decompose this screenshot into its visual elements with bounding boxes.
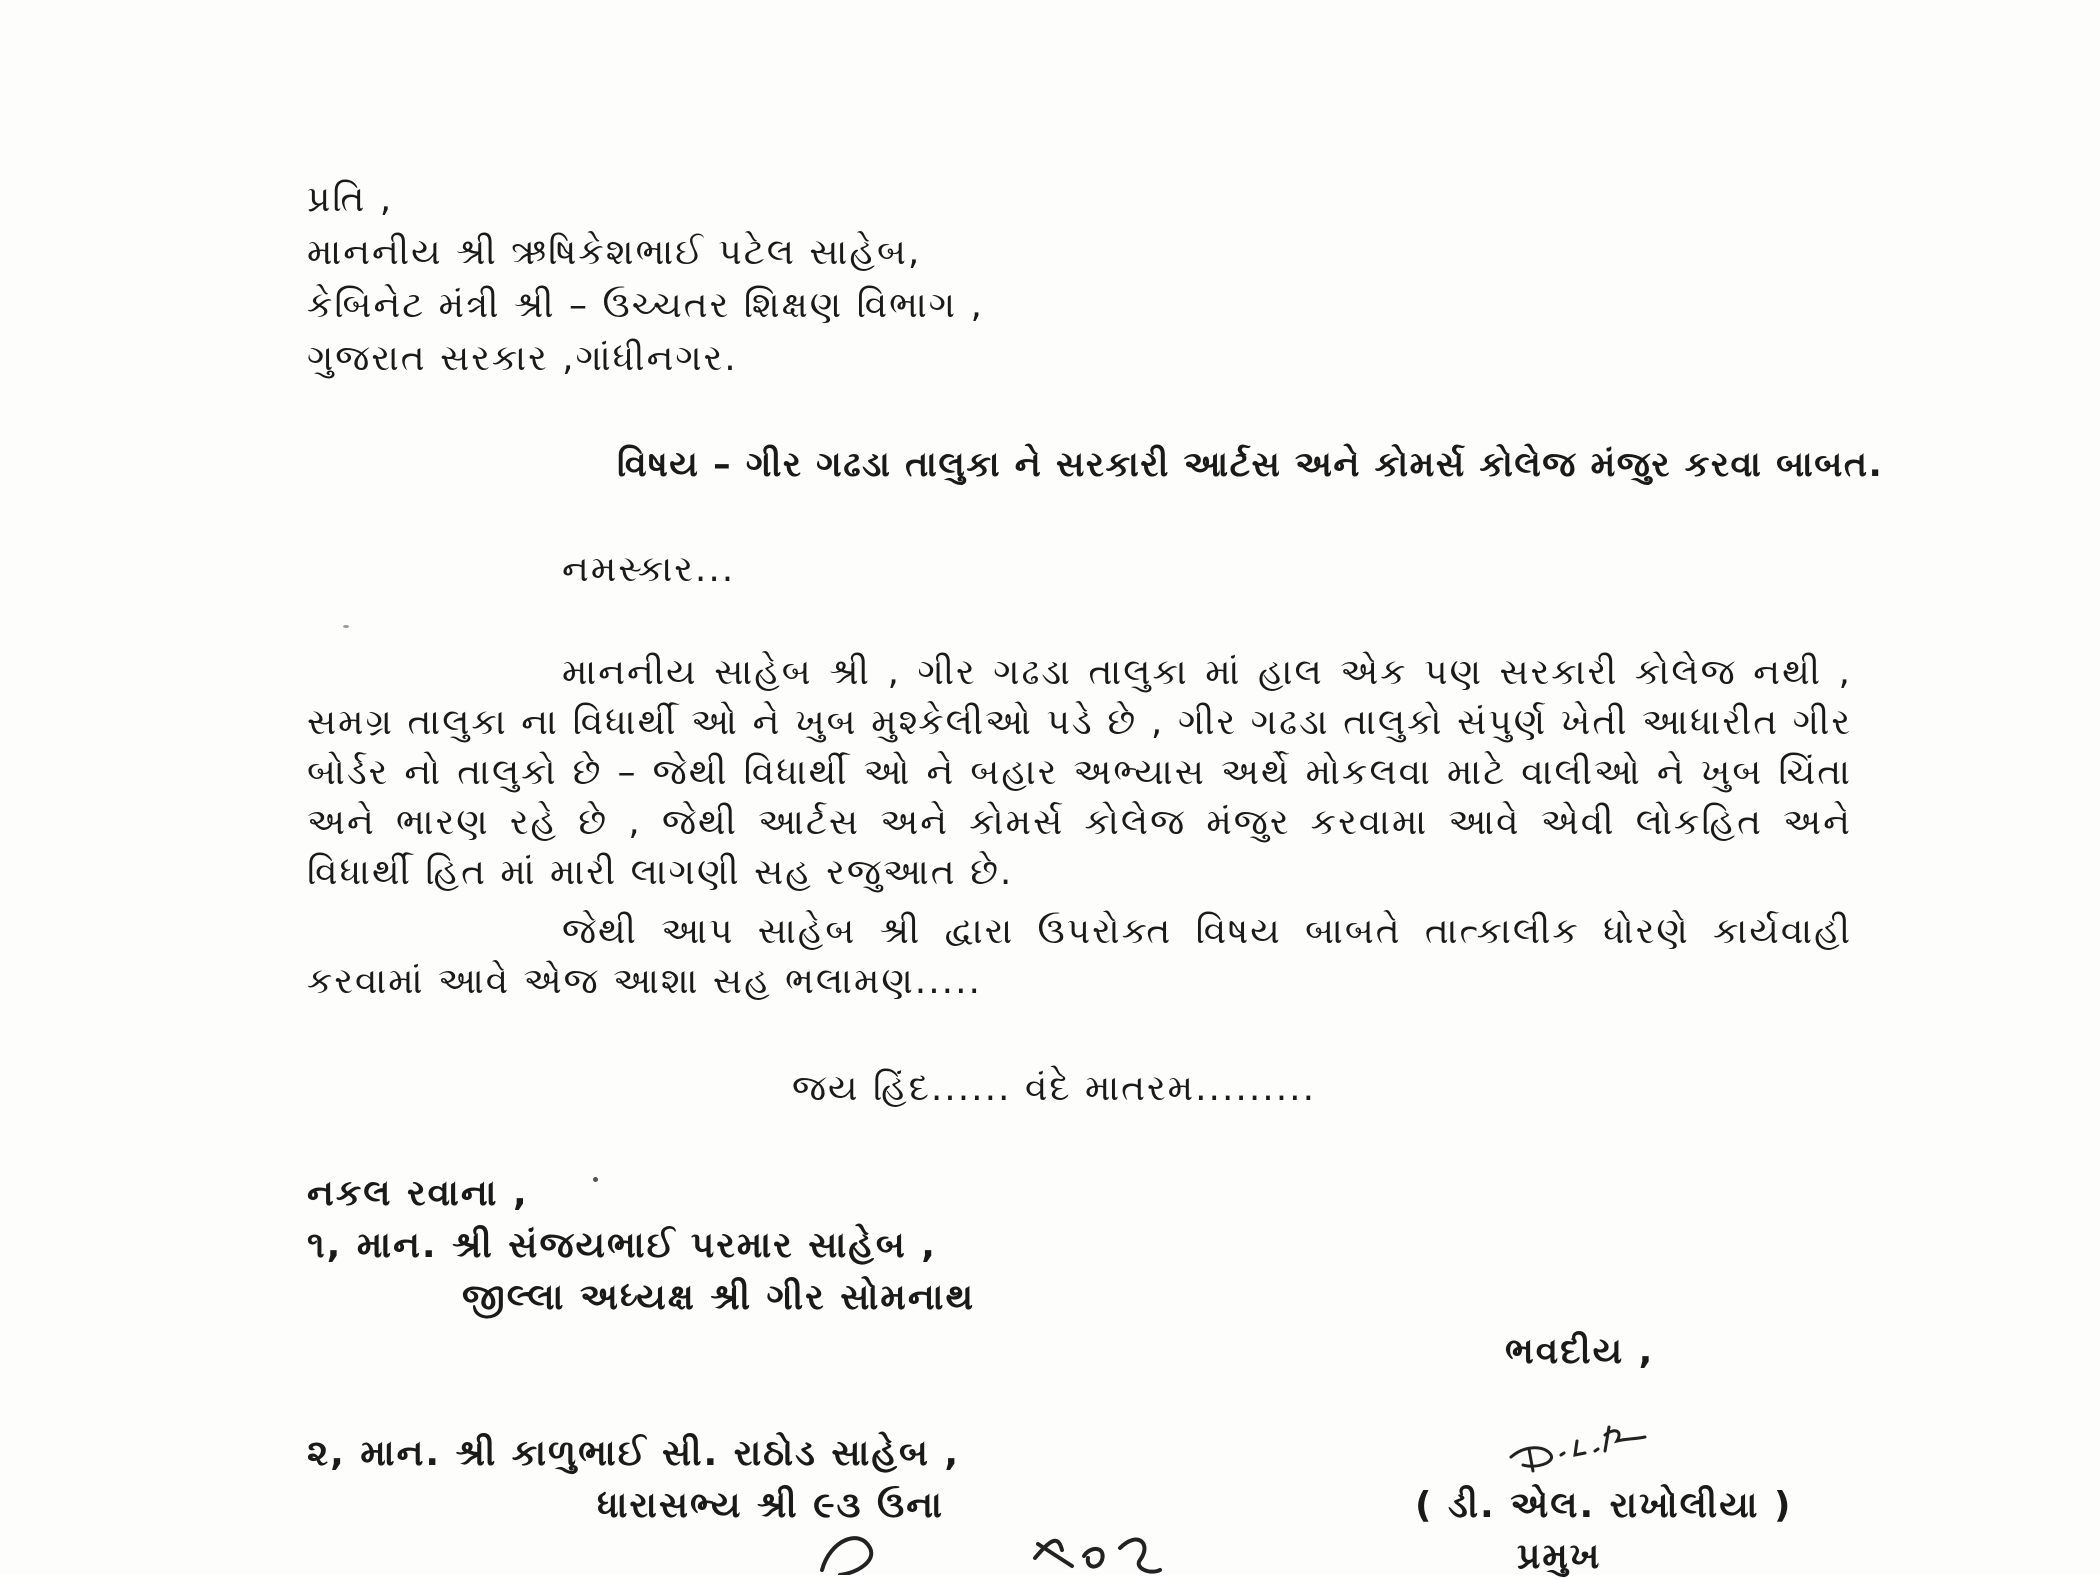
copy-recipient-2: ૨, માન. શ્રી કાળુભાઈ સી. રાઠોડ સાહેબ , (307, 1433, 961, 1474)
addressee-title: કેબિનેટ મંત્રી શ્રી – ઉચ્ચતર શિક્ષણ વિભાગ , (307, 285, 984, 326)
addressee-location: ગુજરાત સરકાર ,ગાંધીનગર. (307, 338, 738, 379)
valediction: ભવદીય , (1505, 1331, 1655, 1372)
signatory-name: ( ડી. એલ. રાખોલીયા ) (1415, 1485, 1793, 1526)
to-salutation: પ્રતિ , (307, 179, 394, 220)
body-paragraph-2 (307, 907, 1852, 1007)
signatory-designation: પ્રમુખ (1517, 1536, 1602, 1577)
copy-recipient-1-title: જીલ્લા અધ્યક્ષ શ્રી ગીર સોમનાથ (462, 1277, 976, 1318)
scan-speck (593, 1177, 598, 1182)
copy-recipient-2-title: ધારાસભ્ય શ્રી ૯૩ ઉના (597, 1485, 944, 1526)
scan-speck (343, 625, 349, 628)
body-paragraph-1 (307, 648, 1852, 898)
handwritten-scribble (800, 1520, 1180, 1575)
subject-line: વિષય – ગીર ગઢડા તાલુકા ને સરકારી આર્ટસ અને કોમર્સ કોલેજ મંજુર કરવા બાબત. (617, 445, 1884, 485)
copies-heading: નકલ રવાના , (307, 1173, 529, 1214)
body-paragraph-1-text: માનનીય સાહેબ શ્રી , ગીર ગઢડા તાલુકા માં હાલ એક પણ સરકારી કોલેજ નથી , સમગ્ર તાલુકા ના વિધાર્થી ઓ ને ખુબ મુશ્કેલીઓ પડે છે , ગીર ગઢડા તાલુકો સંપુર્ણ ખેતી આધારીત ગીર બોર્ડર નો તાલુકો છે – જેથી વિધાર્થી ઓ ને બહાર અભ્યાસ અર્થે મોકલવા માટે વાલીઓ ને ખુબ ચિંતા અને ભારણ રહે છે , જેથી આર્ટસ અને કોમર્સ કોલેજ મંજુર કરવામા આવે એવી લોકહિત અને વિધાર્થી હિત માં મારી લાગણી સહ રજુઆત છે. (307, 652, 1852, 893)
greeting: નમસ્કાર... (562, 549, 736, 590)
body-paragraph-2-text: જેથી આપ સાહેબ શ્રી દ્વારા ઉપરોક્ત વિષય બાબતે તાત્કાલીક ધોરણે કાર્યવાહી કરવામાં આવે એજ આશા સહ ભલામણ..... (307, 911, 1852, 1002)
closing-slogan: જય હિંદ...... વંદે માતરમ......... (792, 1068, 1317, 1109)
copy-recipient-1: ૧, માન. શ્રી સંજયભાઈ પરમાર સાહેબ , (307, 1225, 937, 1266)
handwritten-signature (1505, 1405, 1665, 1475)
addressee-name: માનનીય શ્રી ઋષિકેશભાઈ પટેલ સાહેબ, (307, 232, 922, 273)
